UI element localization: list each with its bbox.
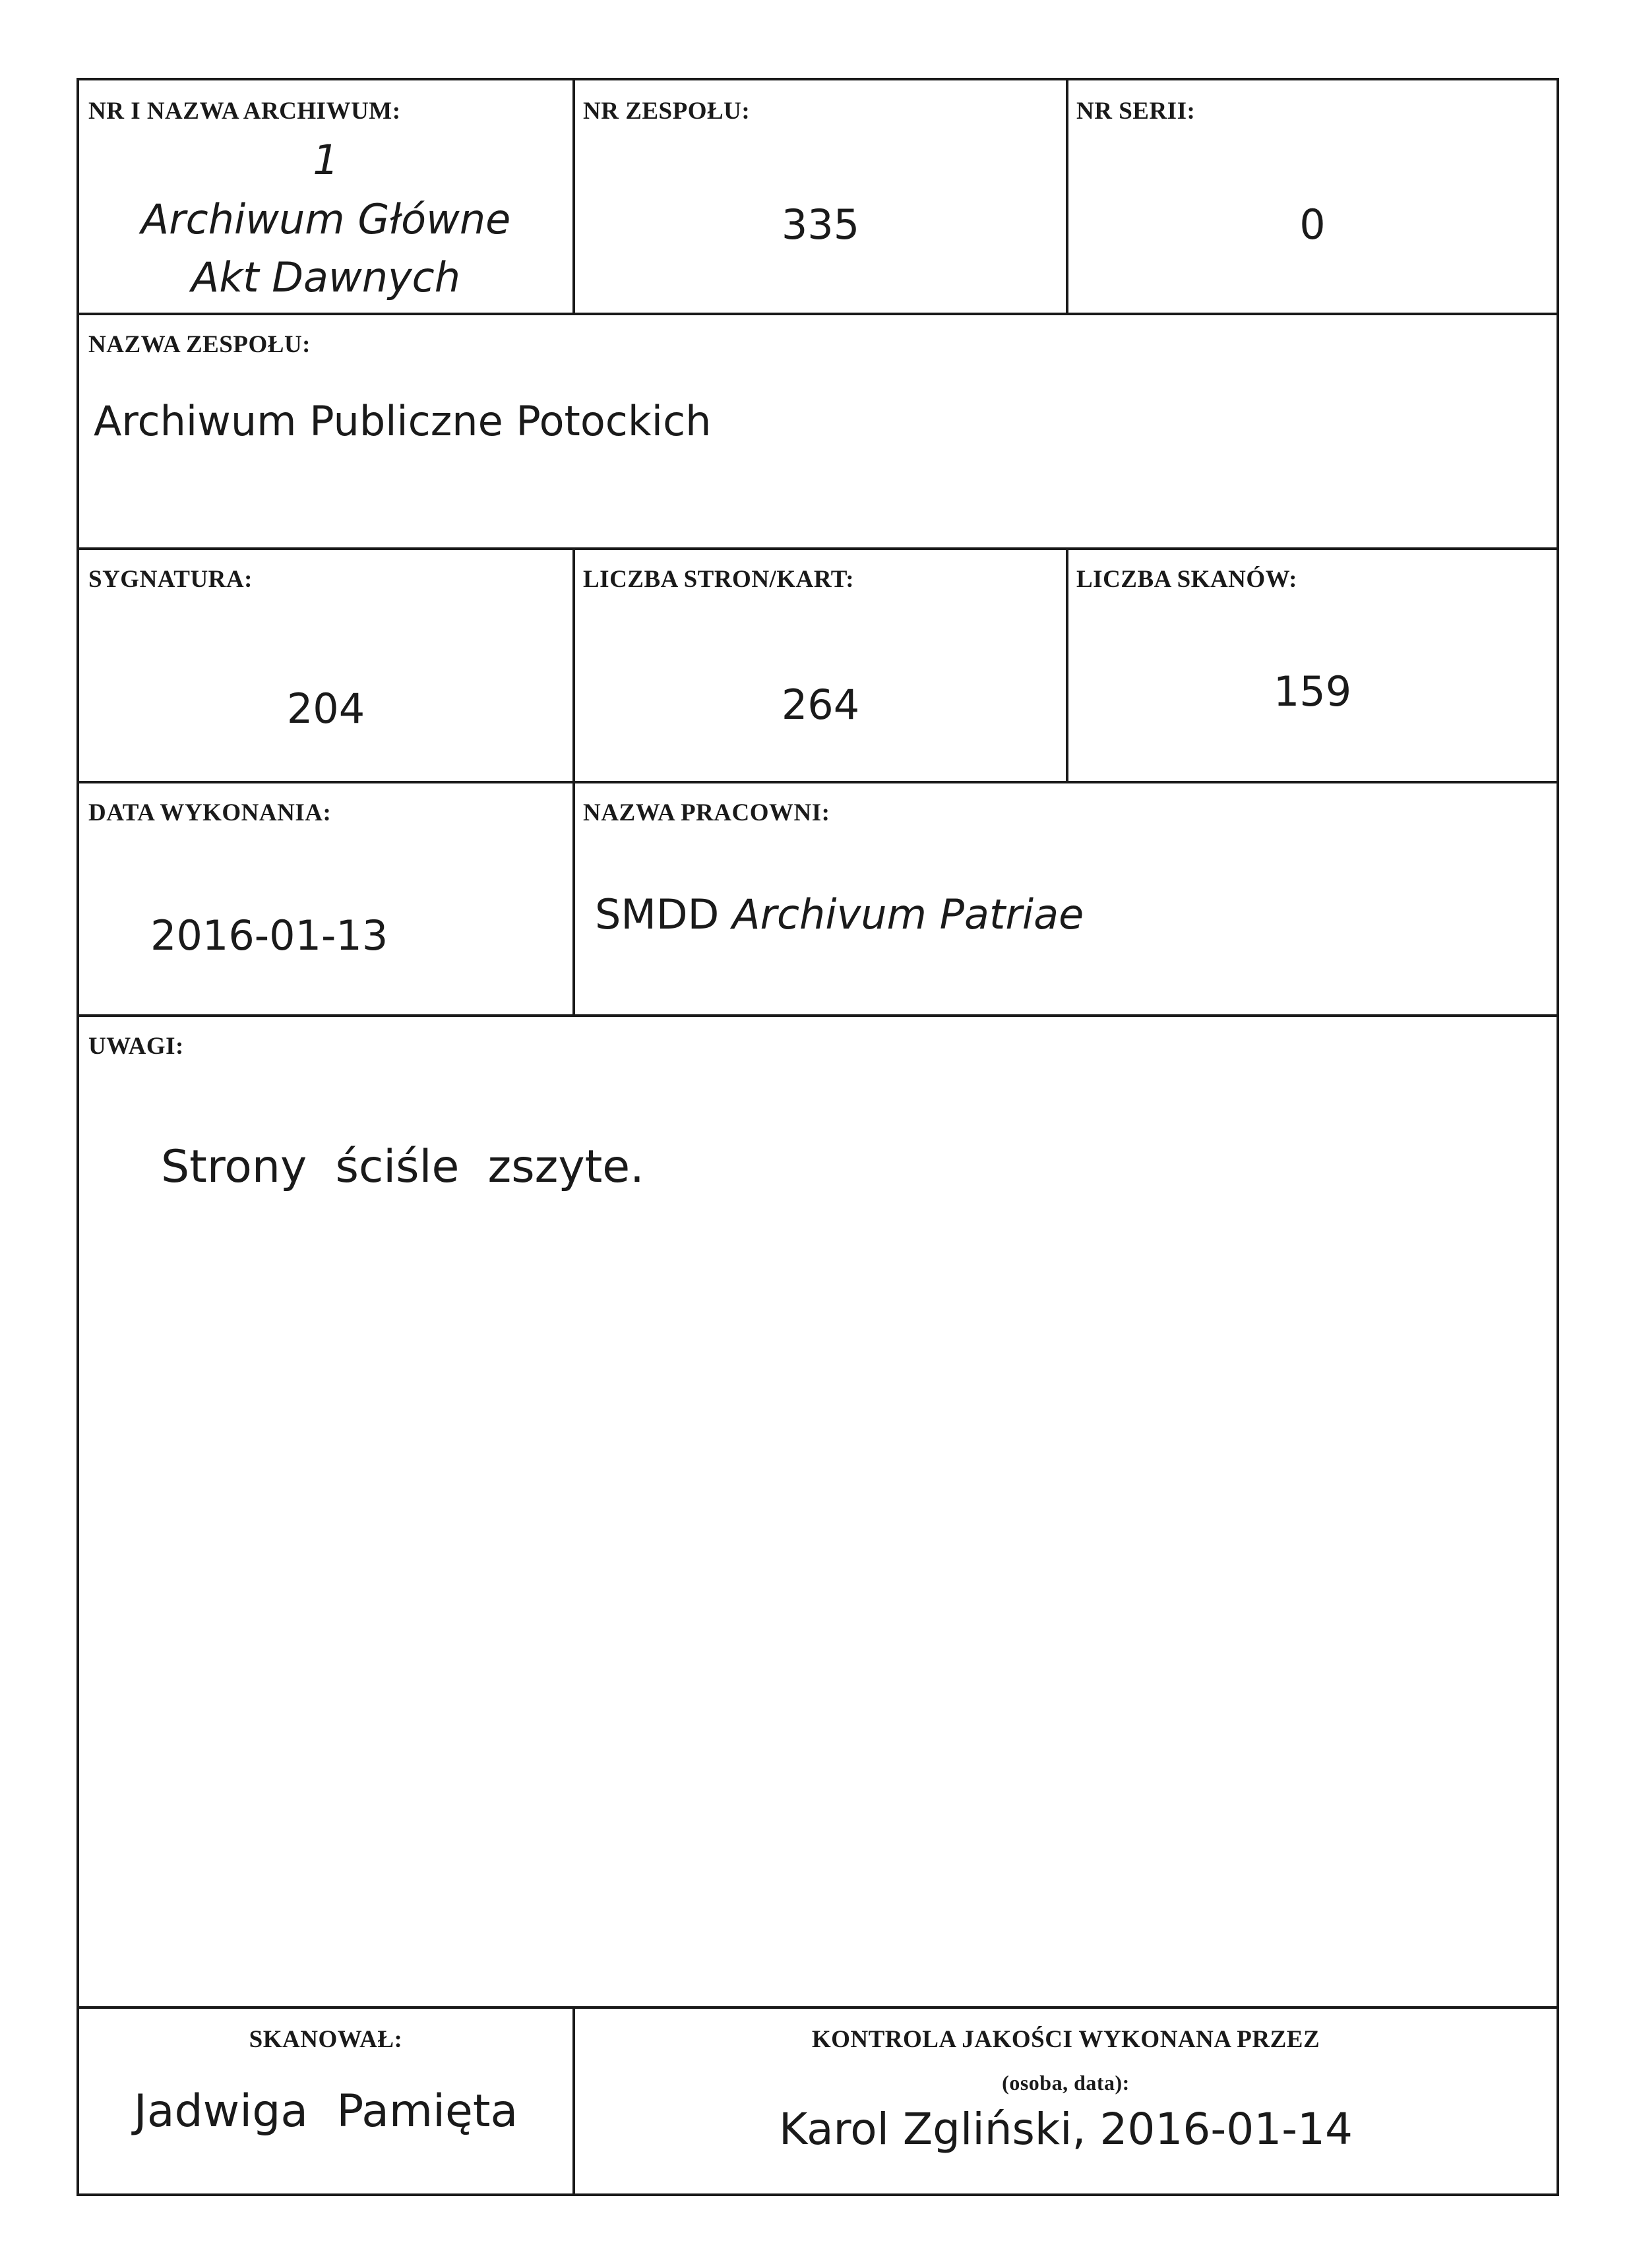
archive-name-line1: Archiwum Główne bbox=[140, 195, 511, 243]
signature-label: SYGNATURA: bbox=[88, 566, 253, 593]
scans-count-cell bbox=[1066, 547, 1557, 781]
archival-scan-form bbox=[77, 78, 1559, 2196]
remarks-cell bbox=[79, 1014, 1557, 2006]
scanned-by-cell bbox=[79, 2006, 572, 2193]
quality-control-value: Karol Zgliński, 2016-01-14 bbox=[778, 2104, 1353, 2155]
archive-name-line2: Akt Dawnych bbox=[191, 253, 461, 301]
studio-cell bbox=[572, 781, 1557, 1014]
series-number-value: 0 bbox=[1299, 200, 1326, 249]
quality-control-sublabel: (osoba, data): bbox=[1002, 2071, 1130, 2095]
scanned-by-label: SKANOWAŁ: bbox=[249, 2026, 403, 2053]
studio-label: NAZWA PRACOWNI: bbox=[583, 799, 830, 826]
signature-value: 204 bbox=[286, 685, 365, 733]
quality-control-cell bbox=[572, 2006, 1557, 2193]
fonds-name-value: Archiwum Publiczne Potockich bbox=[94, 397, 712, 445]
studio-value bbox=[595, 890, 1084, 938]
execution-date-cell bbox=[79, 781, 572, 1014]
signature-cell bbox=[79, 547, 572, 781]
execution-date-value: 2016-01-13 bbox=[150, 911, 388, 960]
studio-value-plain: SMDD bbox=[595, 890, 720, 938]
archive-number: 1 bbox=[313, 136, 339, 184]
scanned-by-value: Jadwiga Pamięta bbox=[133, 2085, 518, 2137]
series-number-label: NR SERII: bbox=[1076, 98, 1196, 125]
scans-count-value: 159 bbox=[1273, 667, 1352, 716]
remarks-value: Strony ściśle zszyte. bbox=[161, 1141, 644, 1193]
execution-date-label: DATA WYKONANIA: bbox=[88, 799, 332, 826]
archive-label: NR I NAZWA ARCHIWUM: bbox=[88, 98, 401, 125]
archive-cell bbox=[79, 80, 572, 313]
scans-count-label: LICZBA SKANÓW: bbox=[1076, 566, 1297, 593]
fonds-name-cell bbox=[79, 313, 1557, 547]
pages-count-value: 264 bbox=[781, 681, 860, 729]
series-number-cell bbox=[1066, 80, 1557, 313]
fonds-number-label: NR ZESPOŁU: bbox=[583, 98, 751, 125]
quality-control-label: KONTROLA JAKOŚCI WYKONANA PRZEZ bbox=[811, 2026, 1320, 2053]
studio-value-italic: Archivum Patriae bbox=[732, 890, 1084, 938]
fonds-number-cell bbox=[572, 80, 1066, 313]
pages-count-cell bbox=[572, 547, 1066, 781]
remarks-label: UWAGI: bbox=[88, 1033, 184, 1060]
pages-count-label: LICZBA STRON/KART: bbox=[583, 566, 855, 593]
fonds-number-value: 335 bbox=[781, 200, 860, 249]
fonds-name-label: NAZWA ZESPOŁU: bbox=[88, 331, 311, 358]
